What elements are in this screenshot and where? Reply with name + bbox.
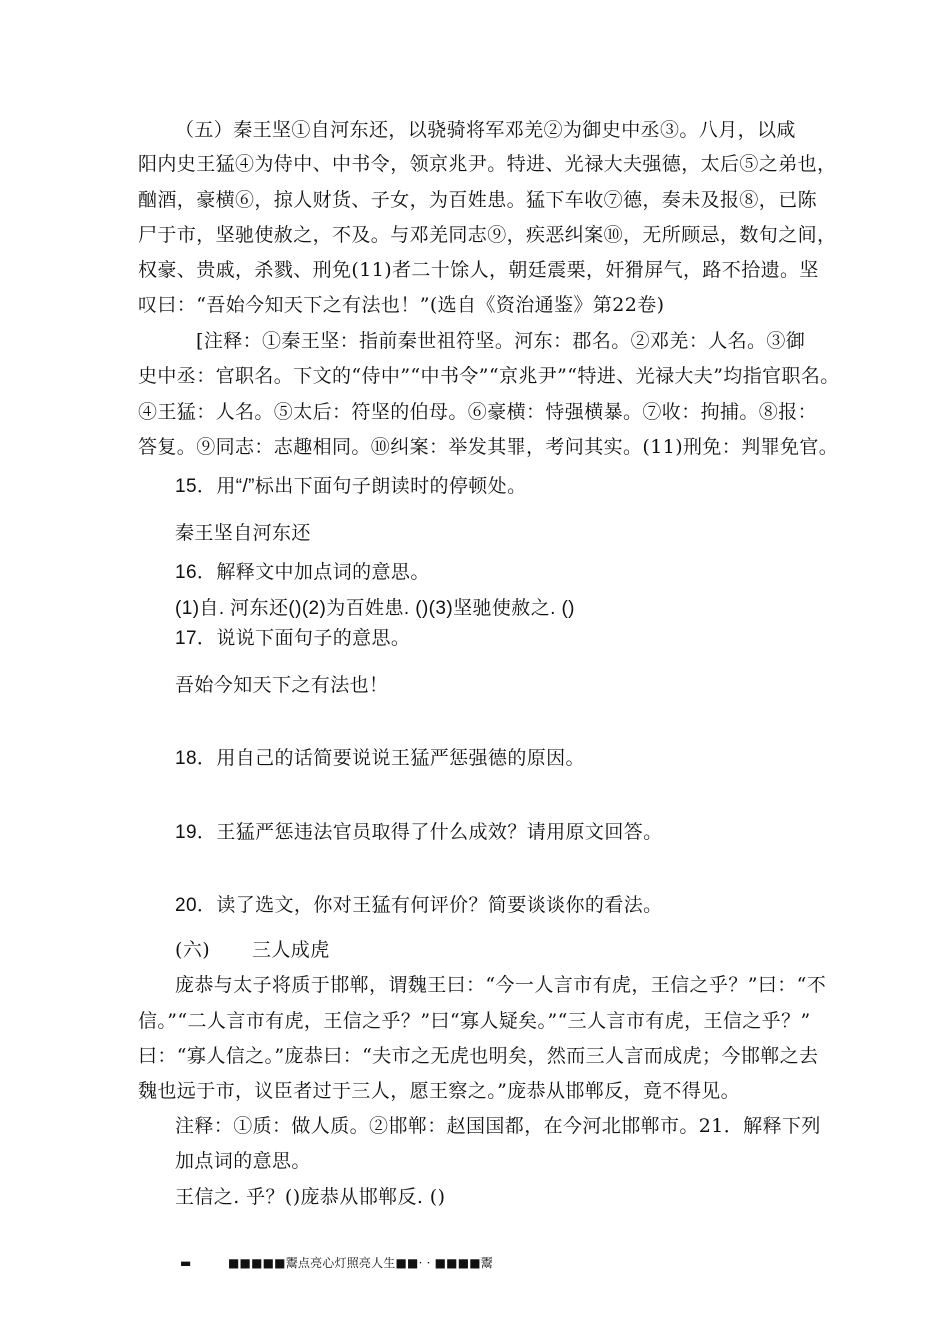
- passage-line: 叹曰：“吾始今知天下之有法也！”(选自《资治通鉴》第22卷): [138, 294, 665, 316]
- question-21-continuation: 加点词的意思。: [175, 1150, 311, 1172]
- section-6-title: 三人成虎: [252, 939, 330, 961]
- question-19: 19．王猛严惩违法官员取得了什么成效？请用原文回答。: [175, 822, 663, 843]
- question-17: 17．说说下面句子的意思。: [175, 628, 411, 649]
- passage-line: 魏也远于市，议臣者过于三人，愿王察之。”庞恭从邯郸反，竟不得见。: [138, 1080, 741, 1102]
- section-6-number: (六): [175, 939, 211, 961]
- passage-line: 权豪、贵戚，杀戮、刑免(11)者二十馀人，朝廷震栗，奸猾屏气，路不拾遗。坚: [138, 259, 819, 281]
- question-21-items: 王信之. 乎？()庞恭从邯郸反. (): [175, 1186, 446, 1208]
- passage-line: 酗酒，豪横⑥，掠人财货、子女，为百姓患。猛下车收⑦德，奏未及报⑧，已陈: [138, 189, 818, 211]
- note-line: 史中丞：官职名。下文的“侍中”“中书令”“京兆尹”“特进、光禄大夫”均指官职名。: [138, 365, 840, 387]
- passage-line: 曰：“寡人信之。”庞恭曰：“夫市之无虎也明矣，然而三人言而成虎；今邯郸之去: [138, 1045, 819, 1067]
- question-18: 18．用自己的话简要说说王猛严惩强德的原因。: [175, 748, 585, 769]
- footer-text: ■■■■■鬻点亮心灯照亮人生■■· · ■■■■鬻: [228, 1256, 493, 1270]
- note-line: ④王猛：人名。⑤太后：符坚的伯母。⑥豪横：恃强横暴。⑦收：拘捕。⑧报：: [138, 401, 818, 423]
- note-line: 注释：①质：做人质。②邯郸：赵国国都，在今河北邯郸市。21．解释下列: [175, 1115, 821, 1137]
- question-17-sentence: 吾始今知天下之有法也！: [175, 674, 389, 696]
- passage-line: 尸于市，坚驰使赦之，不及。与邓羌同志⑨，疾恶纠案⑩，无所顾忌，数旬之间，: [138, 224, 837, 246]
- question-20: 20．读了选文，你对王猛有何评价？简要谈谈你的看法。: [175, 895, 663, 916]
- note-line: 答复。⑨同志：志趣相同。⑩纠案：举发其罪，考问其实。(11)刑免：判罪免官。: [138, 436, 839, 458]
- passage-line: 阳内史王猛④为侍中、中书令，领京兆尹。特进、光禄大夫强德，太后⑤之弟也，: [138, 153, 837, 175]
- passage-line: （五）秦王坚①自河东还，以骁骑将军邓羌②为御史中丞③。八月，以咸: [175, 119, 796, 141]
- question-15-sentence: 秦王坚自河东还: [175, 522, 311, 544]
- note-line: [注释：①秦王坚：指前秦世祖符坚。河东：郡名。②邓羌：人名。③御: [196, 330, 806, 352]
- question-16-items: (1)自. 河东还()(2)为百姓患. ()(3)坚驰使赦之. (): [175, 598, 575, 619]
- question-15: 15．用“/”标出下面句子朗读时的停顿处。: [175, 476, 527, 497]
- footer-mark: ▬: [180, 1256, 192, 1270]
- passage-line: 庞恭与太子将质于邯郸，谓魏王曰：“今一人言市有虎，王信之乎？”曰：“不: [175, 974, 827, 996]
- passage-line: 信。”“二人言市有虎，王信之乎？”曰“寡人疑矣。”“三人言市有虎，王信之乎？”: [138, 1010, 811, 1032]
- question-16: 16．解释文中加点词的意思。: [175, 562, 430, 583]
